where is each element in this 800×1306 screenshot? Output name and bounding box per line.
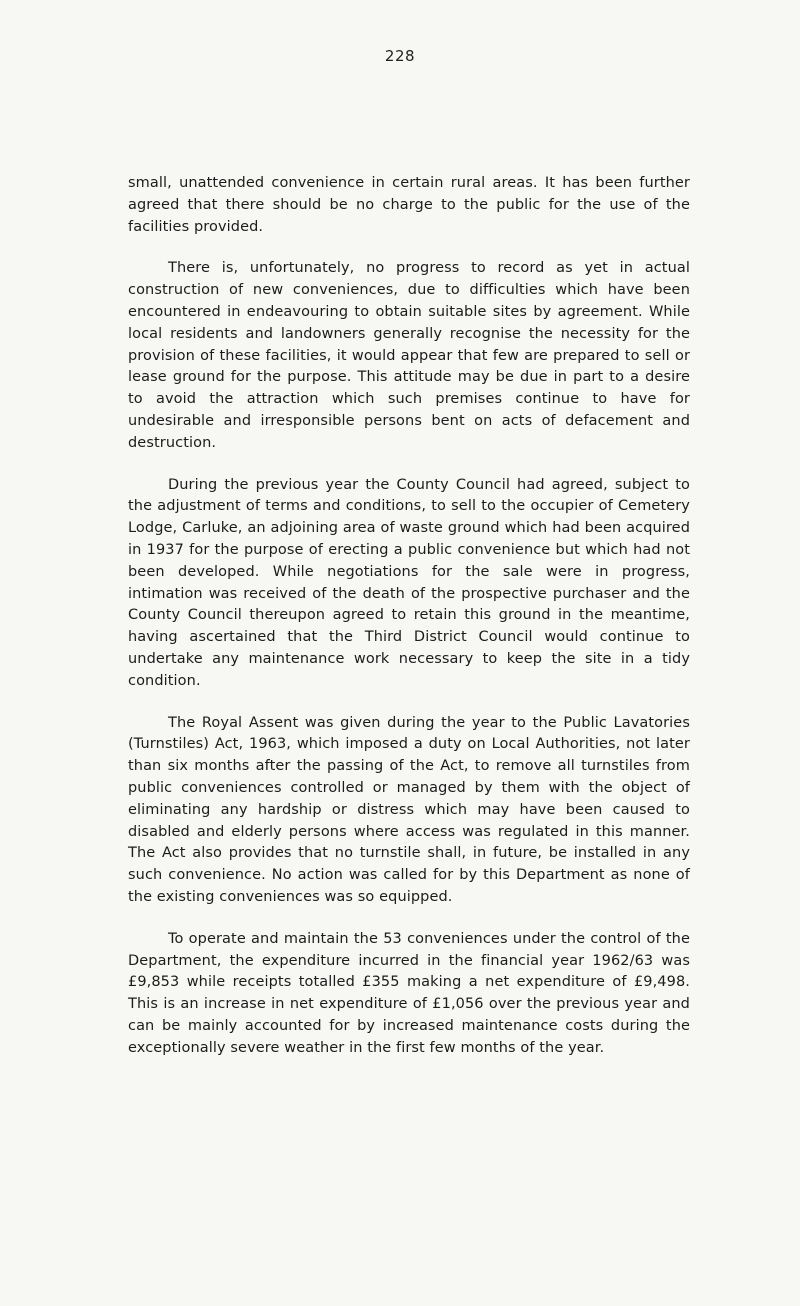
page-number: 228 (384, 47, 416, 65)
paragraph-cemetery-lodge: During the previous year the County Council had agreed, subject to the adjustment of terms and conditions, to sell to the occupier of Cemetery Lodge, Carluke, an adjoining area of waste ground which had been acquired in 1937 for the purpose of erecting a public convenience but which had not been developed. While negotiations for the sale were in progress, intimation was received of the death of the prospective purchaser and the County Council thereupon agreed to retain this ground in the meantime, having ascertained that the Third District Council would continue to undertake any maintenance work necessary to keep the site in a tidy condition. (128, 476, 690, 689)
paragraph-expenditure: To operate and maintain the 53 conveniences under the control of the Department, the expenditure incurred in the financial year 1962/63 was £9,853 while receipts totalled £355 making a net expenditure of £9,498. This is an increase in net expenditure of £1,056 over the previous year and can be mainly accounted for by increased maintenance costs during the exceptionally severe weather in the first few months of the year. (128, 930, 690, 1056)
paragraph-turnstiles-act: The Royal Assent was given during the year to the Public Lavatories (Turnstiles) Act, 1963, which imposed a duty on Local Authorities, not later than six months after the passing of the Act, to remove all turnstiles from public conveniences controlled or managed by them with the object of eliminating any hardship or distress which may have been caused to disabled and elderly persons where access was regulated in this manner. The Act also provides that no turnstile shall, in future, be installed in any such convenience. No action was called for by this Department as none of the existing conveniences was so equipped. (128, 714, 690, 905)
paragraph-construction-progress: There is, unfortunately, no progress to record as yet in actual construction of new conveniences, due to difficulties which have been encountered in endeavouring to obtain suitable sites by agreement. While local residents and landowners generally recognise the necessity for the provision of these facilities, it would appear that few are prepared to sell or lease ground for the purpose. This attitude may be due in part to a desire to avoid the attraction which such premises continue to have for undesirable and irresponsible persons bent on acts of defacement and destruction. (128, 260, 690, 451)
paragraph-continuation: small, unattended convenience in certain rural areas. It has been further agreed that there should be no charge to the public for the use of the facilities provided. (128, 175, 690, 235)
document-body (128, 173, 690, 1079)
